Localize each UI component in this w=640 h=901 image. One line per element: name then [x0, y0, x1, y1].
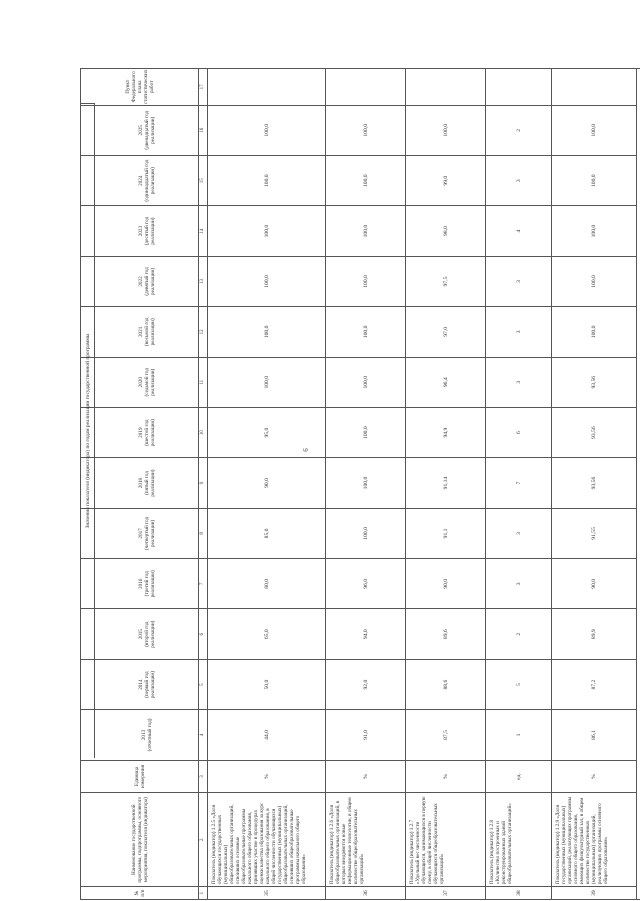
- header-year: [81, 457, 199, 507]
- value-cell: 98,0: [406, 205, 486, 255]
- report-cell: [406, 69, 486, 105]
- header-year-label: (десятый год реализации): [144, 216, 156, 246]
- header-year: [81, 155, 199, 205]
- value-cell: 100,0: [552, 205, 637, 255]
- indicator-name: Показатель (индикатор) 1.2.6 «Доля общеобразовательных организаций, в которых внедряются новые информационные технологии, в общем количестве общеобразовательных организаций»: [326, 792, 406, 886]
- header-year: [81, 558, 199, 608]
- value-cell: 88,6: [406, 659, 486, 709]
- header-year-label: (седьмой год реализации): [144, 368, 156, 397]
- value-cell: 90,0: [406, 558, 486, 608]
- report-cell: [326, 69, 406, 105]
- indicator-name: Показатель (индикатор) 1.2.7 «Удельный вес численности обучающихся, занимающихся в первую смену, в общей численности обучающихся общеобразовательных организаций»: [406, 792, 486, 886]
- value-cell: 100,0: [326, 256, 406, 306]
- value-cell: 90,0: [552, 558, 637, 608]
- value-cell: 2: [486, 105, 552, 155]
- header-year-label: (одиннадцатый год реализации): [144, 159, 156, 202]
- column-number: 6: [199, 609, 208, 659]
- column-number: 9: [199, 457, 208, 507]
- column-number: 10: [199, 407, 208, 457]
- value-cell: 91,55: [552, 508, 637, 558]
- value-cell: 96,4: [406, 357, 486, 407]
- value-cell: 100,0: [552, 155, 637, 205]
- value-cell: 93,56: [552, 457, 637, 507]
- value-cell: 97,0: [406, 306, 486, 356]
- value-cell: 4: [486, 205, 552, 255]
- table-header-row: [81, 69, 199, 899]
- row-number: 36: [326, 886, 406, 899]
- unit: %: [406, 760, 486, 793]
- page-number: 6: [302, 448, 310, 452]
- value-cell: 100,0: [208, 105, 326, 155]
- value-cell: 100,0: [326, 508, 406, 558]
- indicator-name: Показатель (индикатор) 1.2.5 «Доля обучающихся государственных (муниципальных) общеобразовательных организаций, освоивших основные общеобразовательные программы начального общего образования, принявших участие в процедурах оценки качества образования за курс начального общего образования, в общей численности обучающихся государственных (муниципальных) общеобразовательных организаций, освоивших общеобразовательные программы начального общего образования»: [208, 792, 326, 886]
- value-cell: 89,9: [552, 609, 637, 659]
- table-row: [552, 69, 637, 899]
- value-cell: 93,56: [552, 407, 637, 457]
- value-cell: 100,0: [406, 105, 486, 155]
- indicators-table: [80, 68, 640, 900]
- value-cell: 5: [486, 659, 552, 709]
- column-number: 12: [199, 306, 208, 356]
- header-year-label: (двенадцатый год реализации): [144, 110, 156, 150]
- table-row: [406, 69, 486, 899]
- value-cell: 91,0: [326, 709, 406, 759]
- header-year-number: 2018: [138, 477, 144, 489]
- value-cell: 1: [486, 709, 552, 759]
- table-row: [208, 69, 326, 899]
- value-cell: 93,56: [552, 357, 637, 407]
- unit: %: [208, 760, 326, 793]
- column-number: 16: [199, 105, 208, 155]
- value-cell: 91,1: [406, 508, 486, 558]
- indicator-name: Показатель (индикатор) 1.2.9 «Доля государственных (муниципальных) организаций, реализующих программы основного общего образования, имеющих физкультурный зал, в общем количестве государственных (муниципальных) организаций, реализующих программы основного общего образования»: [552, 792, 637, 886]
- unit: %: [552, 760, 637, 793]
- header-year: [81, 105, 199, 155]
- row-number: 39: [552, 886, 637, 899]
- value-cell: 3: [486, 306, 552, 356]
- column-number: 13: [199, 256, 208, 306]
- value-cell: 100,0: [208, 357, 326, 407]
- header-report: Пункт Федерального плана статистических работ: [81, 69, 199, 105]
- value-cell: 7: [486, 457, 552, 507]
- header-group-years: Значения показателя (индикатора) по годам реализации государственной программы: [81, 103, 95, 758]
- value-cell: 99,0: [406, 155, 486, 205]
- header-year-label: (пятый год реализации): [144, 469, 156, 497]
- value-cell: 44,0: [208, 709, 326, 759]
- header-year: [81, 256, 199, 306]
- value-cell: 100,0: [552, 256, 637, 306]
- header-year-label: (отчетный год): [147, 718, 153, 752]
- header-year-number: 2016: [138, 578, 144, 589]
- value-cell: 3: [486, 558, 552, 608]
- row-number: 37: [406, 886, 486, 899]
- header-year-number: 2017: [138, 528, 144, 539]
- value-cell: 100,0: [208, 205, 326, 255]
- header-year-number: 2022: [138, 276, 144, 287]
- value-cell: 100,0: [552, 306, 637, 356]
- header-year-number: 2023: [138, 225, 144, 237]
- value-cell: 100,0: [208, 155, 326, 205]
- header-year-number: 2025: [138, 125, 144, 136]
- header-year-number: 2014: [138, 679, 144, 690]
- header-year-number: 2021: [138, 326, 144, 338]
- column-number: 2: [199, 792, 208, 886]
- header-name: Наименование государственной программы, подпрограммы, основного мероприятия, показателя (индикатора): [81, 792, 199, 886]
- header-year-label: (шестой год реализации): [144, 419, 156, 447]
- header-year: [81, 407, 199, 457]
- column-number: 3: [199, 760, 208, 793]
- header-year-number: 2024: [138, 175, 144, 186]
- header-year: [81, 357, 199, 407]
- unit: %: [326, 760, 406, 793]
- column-number: 5: [199, 659, 208, 709]
- header-year-label: (восьмой год реализации): [144, 317, 156, 347]
- value-cell: 50,0: [208, 659, 326, 709]
- value-cell: 100,0: [208, 256, 326, 306]
- value-cell: 92,0: [326, 659, 406, 709]
- value-cell: 100,0: [326, 407, 406, 457]
- value-cell: 3: [486, 256, 552, 306]
- table-row: [486, 69, 552, 899]
- value-cell: 85,0: [208, 508, 326, 558]
- column-number: 8: [199, 508, 208, 558]
- value-cell: 100,0: [326, 357, 406, 407]
- value-cell: 87,2: [552, 659, 637, 709]
- row-number: 38: [486, 886, 552, 899]
- value-cell: 100,0: [326, 105, 406, 155]
- value-cell: 96,0: [326, 558, 406, 608]
- value-cell: 90,0: [208, 457, 326, 507]
- value-cell: 87,5: [406, 709, 486, 759]
- header-year-label: (первый год реализации): [144, 671, 156, 699]
- value-cell: 100,0: [208, 306, 326, 356]
- column-number: 15: [199, 155, 208, 205]
- indicator-name: Показатель (индикатор) 1.2.8 «Количество построенных и реконструированных зданий общеобразовательных организаций»: [486, 792, 552, 886]
- value-cell: 100,0: [326, 205, 406, 255]
- header-unit: Единица измерения: [81, 760, 199, 793]
- value-cell: 100,0: [552, 105, 637, 155]
- column-number: 11: [199, 357, 208, 407]
- value-cell: 100,0: [326, 155, 406, 205]
- header-year: [81, 508, 199, 558]
- column-number: 7: [199, 558, 208, 608]
- value-cell: 3: [486, 508, 552, 558]
- column-number: 17: [199, 69, 208, 105]
- value-cell: 80,0: [208, 558, 326, 608]
- header-year: [81, 659, 199, 709]
- report-cell: [486, 69, 552, 105]
- report-cell: [552, 69, 637, 105]
- unit: ед.: [486, 760, 552, 793]
- header-year-number: 2020: [138, 377, 144, 388]
- header-year-number: 2019: [138, 427, 144, 438]
- header-year-label: (третий год реализации): [144, 570, 156, 598]
- header-year-label: (четвертый год реализации): [144, 516, 156, 550]
- value-cell: 100,0: [326, 306, 406, 356]
- column-number: 1: [199, 886, 208, 899]
- value-cell: 3: [486, 155, 552, 205]
- header-year: [81, 709, 199, 759]
- table-row: [326, 69, 406, 899]
- report-cell: [208, 69, 326, 105]
- row-number: 35: [208, 886, 326, 899]
- column-number: 14: [199, 205, 208, 255]
- header-year: [81, 205, 199, 255]
- column-numbers-row: [199, 69, 208, 899]
- header-no: № п/п: [81, 886, 199, 899]
- value-cell: 2: [486, 609, 552, 659]
- value-cell: 95,0: [208, 407, 326, 457]
- value-cell: 91,14: [406, 457, 486, 507]
- header-year-number: 2013: [141, 729, 147, 741]
- value-cell: 3: [486, 357, 552, 407]
- value-cell: 97,5: [406, 256, 486, 306]
- header-year-label: (второй год реализации): [144, 620, 156, 648]
- value-cell: 86,1: [552, 709, 637, 759]
- column-number: 4: [199, 709, 208, 759]
- value-cell: 100,0: [326, 457, 406, 507]
- header-year-number: 2015: [138, 629, 144, 640]
- value-cell: 65,0: [208, 609, 326, 659]
- header-year: [81, 609, 199, 659]
- header-year: [81, 306, 199, 356]
- value-cell: 89,6: [406, 609, 486, 659]
- header-year-label: (девятый год реализации): [144, 267, 156, 296]
- value-cell: 6: [486, 407, 552, 457]
- value-cell: 94,9: [406, 407, 486, 457]
- value-cell: 94,0: [326, 609, 406, 659]
